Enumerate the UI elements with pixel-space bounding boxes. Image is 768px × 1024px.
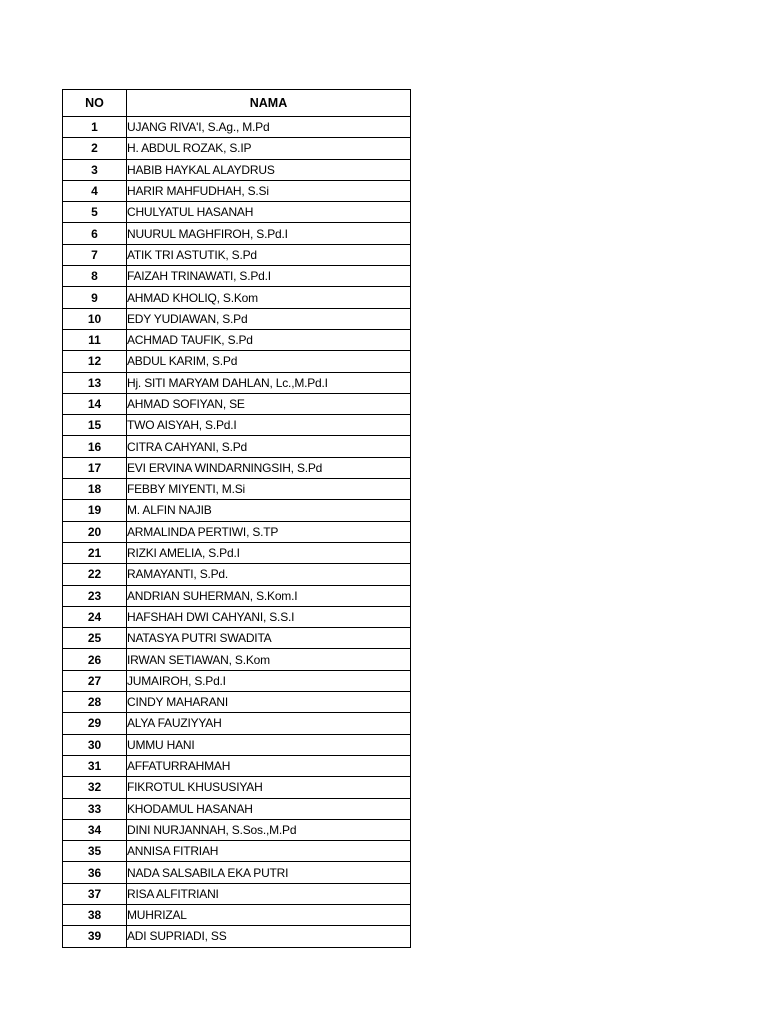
- table-row: [63, 904, 411, 925]
- row-name-cell: UMMU HANI: [127, 734, 411, 755]
- row-number-cell: 9: [63, 287, 127, 308]
- row-number-cell: 38: [63, 904, 127, 925]
- row-number-cell: 2: [63, 138, 127, 159]
- table-row: [63, 266, 411, 287]
- row-name-cell: CITRA CAHYANI, S.Pd: [127, 436, 411, 457]
- row-name-cell: ALYA FAUZIYYAH: [127, 713, 411, 734]
- table-row: [63, 308, 411, 329]
- row-number-cell: 6: [63, 223, 127, 244]
- table-row: [63, 223, 411, 244]
- table-row: [63, 287, 411, 308]
- table-row: [63, 500, 411, 521]
- name-list-table: [62, 89, 411, 948]
- row-name-cell: NUURUL MAGHFIROH, S.Pd.I: [127, 223, 411, 244]
- row-name-cell: RAMAYANTI, S.Pd.: [127, 564, 411, 585]
- row-name-cell: FIKROTUL KHUSUSIYAH: [127, 777, 411, 798]
- column-header-nama: NAMA: [127, 90, 411, 117]
- row-number-cell: 28: [63, 692, 127, 713]
- table-row: [63, 542, 411, 563]
- row-number-cell: 21: [63, 542, 127, 563]
- column-header-no: NO: [63, 90, 127, 117]
- row-name-cell: TWO AISYAH, S.Pd.I: [127, 415, 411, 436]
- table-row: [63, 159, 411, 180]
- row-number-cell: 13: [63, 372, 127, 393]
- row-number-cell: 19: [63, 500, 127, 521]
- row-name-cell: KHODAMUL HASANAH: [127, 798, 411, 819]
- table-row: [63, 628, 411, 649]
- table-row: [63, 244, 411, 265]
- table-row: [63, 457, 411, 478]
- row-number-cell: 34: [63, 819, 127, 840]
- table-row: [63, 372, 411, 393]
- row-number-cell: 8: [63, 266, 127, 287]
- row-number-cell: 31: [63, 755, 127, 776]
- table-row: [63, 670, 411, 691]
- row-name-cell: ANNISA FITRIAH: [127, 841, 411, 862]
- row-name-cell: NATASYA PUTRI SWADITA: [127, 628, 411, 649]
- row-number-cell: 17: [63, 457, 127, 478]
- row-number-cell: 35: [63, 841, 127, 862]
- row-name-cell: ACHMAD TAUFIK, S.Pd: [127, 329, 411, 350]
- table-row: [63, 734, 411, 755]
- row-name-cell: EVI ERVINA WINDARNINGSIH, S.Pd: [127, 457, 411, 478]
- table-row: [63, 564, 411, 585]
- table-row: [63, 798, 411, 819]
- table-row: [63, 117, 411, 138]
- table-row: [63, 415, 411, 436]
- row-number-cell: 5: [63, 202, 127, 223]
- table-row: [63, 755, 411, 776]
- row-number-cell: 30: [63, 734, 127, 755]
- table-row: [63, 521, 411, 542]
- row-name-cell: AFFATURRAHMAH: [127, 755, 411, 776]
- table-row: [63, 436, 411, 457]
- row-name-cell: JUMAIROH, S.Pd.I: [127, 670, 411, 691]
- row-number-cell: 22: [63, 564, 127, 585]
- row-name-cell: M. ALFIN NAJIB: [127, 500, 411, 521]
- row-number-cell: 37: [63, 883, 127, 904]
- row-number-cell: 4: [63, 180, 127, 201]
- row-number-cell: 18: [63, 479, 127, 500]
- row-name-cell: AHMAD SOFIYAN, SE: [127, 393, 411, 414]
- table-row: [63, 862, 411, 883]
- row-name-cell: HABIB HAYKAL ALAYDRUS: [127, 159, 411, 180]
- row-number-cell: 20: [63, 521, 127, 542]
- row-name-cell: RISA ALFITRIANI: [127, 883, 411, 904]
- row-number-cell: 25: [63, 628, 127, 649]
- row-name-cell: HAFSHAH DWI CAHYANI, S.S.I: [127, 606, 411, 627]
- row-name-cell: FEBBY MIYENTI, M.Si: [127, 479, 411, 500]
- row-name-cell: RIZKI AMELIA, S.Pd.I: [127, 542, 411, 563]
- row-number-cell: 10: [63, 308, 127, 329]
- row-number-cell: 27: [63, 670, 127, 691]
- table-row: [63, 777, 411, 798]
- row-name-cell: ABDUL KARIM, S.Pd: [127, 351, 411, 372]
- row-name-cell: DINI NURJANNAH, S.Sos.,M.Pd: [127, 819, 411, 840]
- table-row: [63, 202, 411, 223]
- row-name-cell: IRWAN SETIAWAN, S.Kom: [127, 649, 411, 670]
- table-row: [63, 393, 411, 414]
- table-row: [63, 585, 411, 606]
- table-row: [63, 883, 411, 904]
- row-name-cell: CINDY MAHARANI: [127, 692, 411, 713]
- row-name-cell: ATIK TRI ASTUTIK, S.Pd: [127, 244, 411, 265]
- table-row: [63, 180, 411, 201]
- row-name-cell: Hj. SITI MARYAM DAHLAN, Lc.,M.Pd.I: [127, 372, 411, 393]
- row-name-cell: AHMAD KHOLIQ, S.Kom: [127, 287, 411, 308]
- row-name-cell: EDY YUDIAWAN, S.Pd: [127, 308, 411, 329]
- table-body: [63, 117, 411, 948]
- table-row: [63, 351, 411, 372]
- table-row: [63, 841, 411, 862]
- row-name-cell: NADA SALSABILA EKA PUTRI: [127, 862, 411, 883]
- row-number-cell: 15: [63, 415, 127, 436]
- row-name-cell: FAIZAH TRINAWATI, S.Pd.I: [127, 266, 411, 287]
- row-name-cell: ARMALINDA PERTIWI, S.TP: [127, 521, 411, 542]
- row-number-cell: 7: [63, 244, 127, 265]
- row-number-cell: 32: [63, 777, 127, 798]
- row-number-cell: 3: [63, 159, 127, 180]
- row-number-cell: 39: [63, 926, 127, 947]
- row-name-cell: MUHRIZAL: [127, 904, 411, 925]
- table-row: [63, 649, 411, 670]
- row-number-cell: 36: [63, 862, 127, 883]
- row-number-cell: 1: [63, 117, 127, 138]
- table-row: [63, 479, 411, 500]
- row-number-cell: 29: [63, 713, 127, 734]
- table-row: [63, 713, 411, 734]
- row-number-cell: 16: [63, 436, 127, 457]
- row-name-cell: ADI SUPRIADI, SS: [127, 926, 411, 947]
- row-number-cell: 26: [63, 649, 127, 670]
- row-number-cell: 14: [63, 393, 127, 414]
- table-row: [63, 329, 411, 350]
- row-number-cell: 24: [63, 606, 127, 627]
- row-number-cell: 11: [63, 329, 127, 350]
- table-row: [63, 926, 411, 947]
- row-name-cell: H. ABDUL ROZAK, S.IP: [127, 138, 411, 159]
- row-name-cell: CHULYATUL HASANAH: [127, 202, 411, 223]
- row-name-cell: HARIR MAHFUDHAH, S.Si: [127, 180, 411, 201]
- document-page: [62, 89, 411, 948]
- table-row: [63, 819, 411, 840]
- row-name-cell: UJANG RIVA'I, S.Ag., M.Pd: [127, 117, 411, 138]
- row-number-cell: 33: [63, 798, 127, 819]
- table-row: [63, 138, 411, 159]
- table-header-row: [63, 90, 411, 117]
- table-row: [63, 692, 411, 713]
- table-row: [63, 606, 411, 627]
- row-number-cell: 12: [63, 351, 127, 372]
- row-name-cell: ANDRIAN SUHERMAN, S.Kom.I: [127, 585, 411, 606]
- row-number-cell: 23: [63, 585, 127, 606]
